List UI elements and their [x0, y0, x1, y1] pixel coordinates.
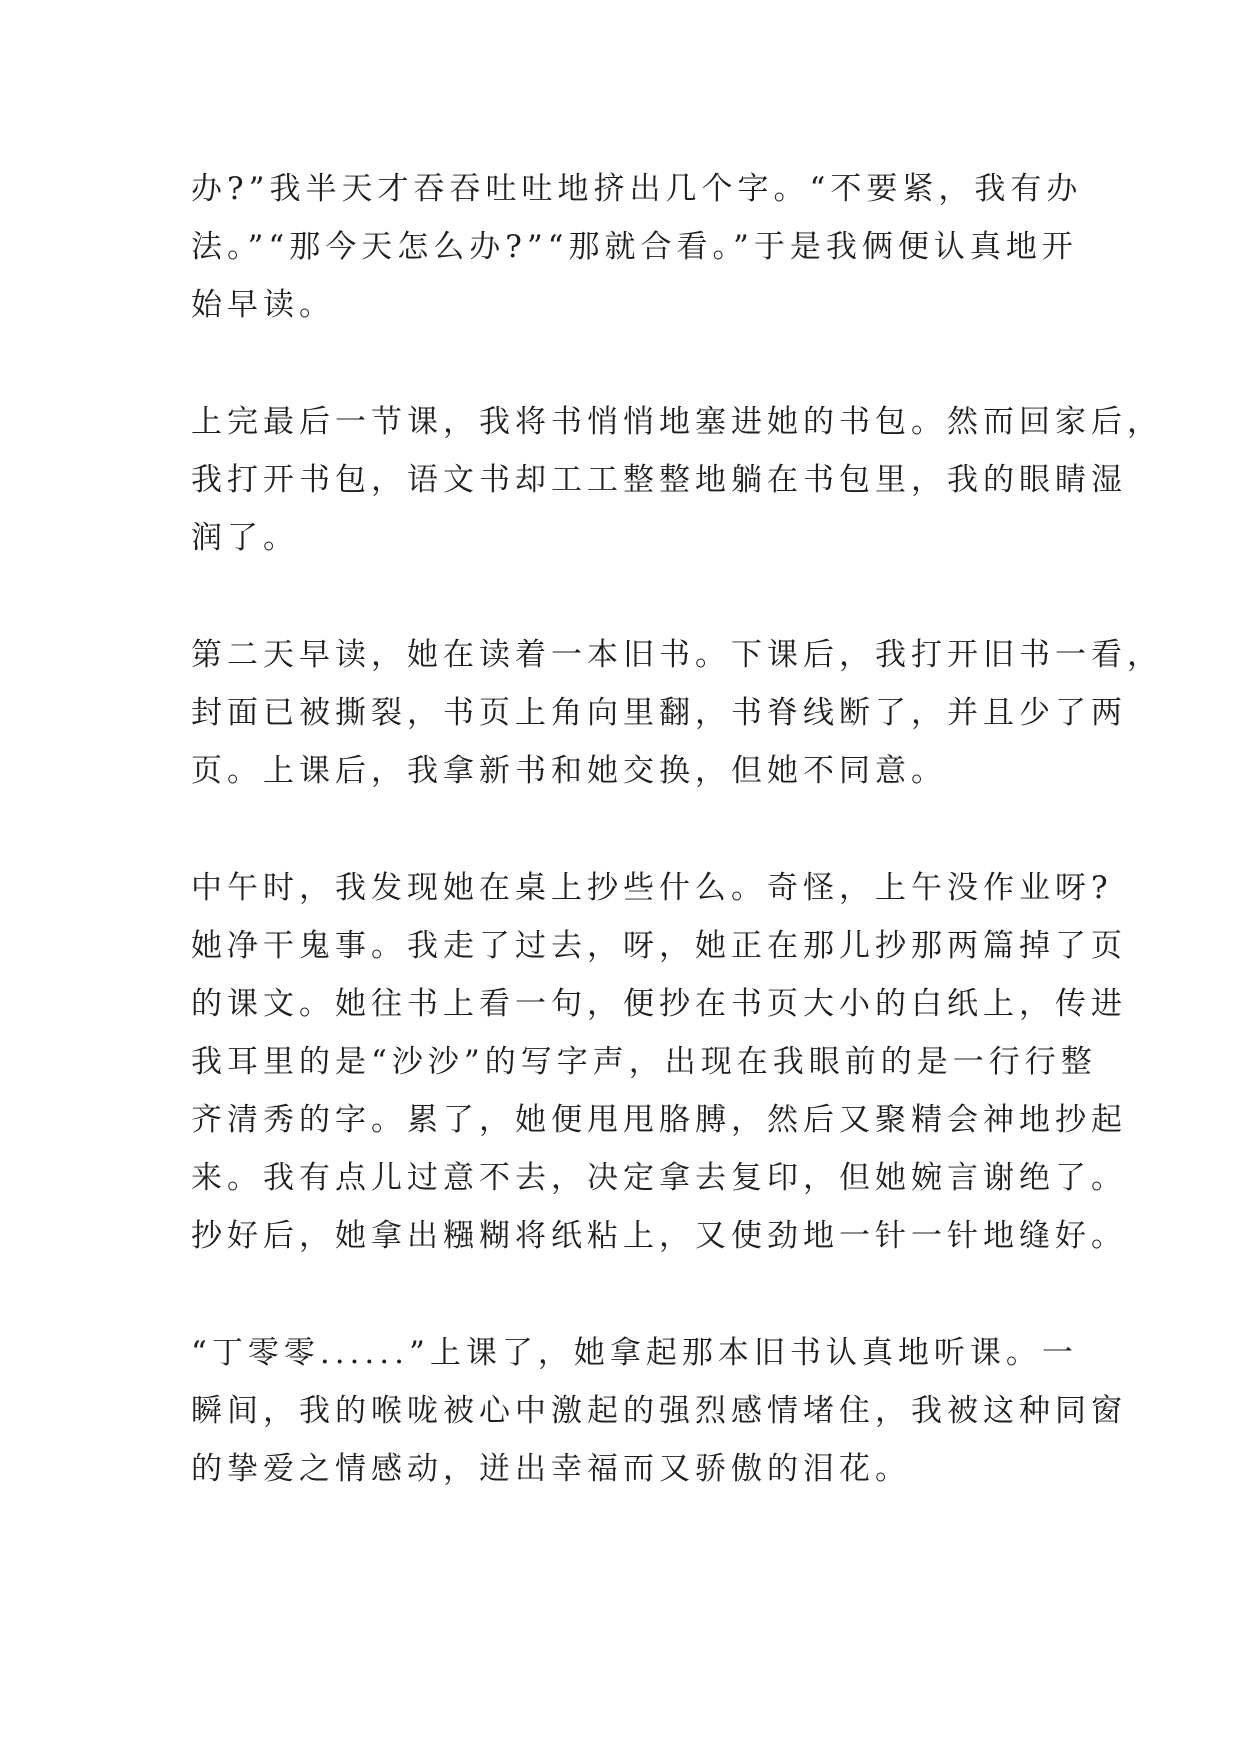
text-line: 中午时，我发现她在桌上抄些什么。奇怪，上午没作业呀?	[191, 870, 1113, 906]
text-line: 页。上课后，我拿新书和她交换，但她不同意。	[191, 753, 947, 789]
paragraph-3	[191, 626, 1163, 800]
document-body	[191, 160, 1163, 1557]
text-line: 抄好后，她拿出糨糊将纸粘上，又使劲地一针一针地缝好。	[191, 1218, 1127, 1254]
paragraph-5	[191, 1324, 1127, 1498]
paragraph-2	[191, 393, 1163, 567]
text-line: 上完最后一节课，我将书悄悄地塞进她的书包。然而回家后，	[191, 404, 1163, 440]
paragraph-4	[191, 859, 1127, 1265]
text-line: 我打开书包，语文书却工工整整地躺在书包里，我的眼睛湿	[191, 462, 1127, 498]
text-line: 封面已被撕裂，书页上角向里翻，书脊线断了，并且少了两	[191, 695, 1127, 731]
text-line: 始早读。	[191, 287, 335, 323]
text-line: 第二天早读，她在读着一本旧书。下课后，我打开旧书一看，	[191, 637, 1163, 673]
text-line: “丁零零......”上课了，她拿起那本旧书认真地听课。一	[191, 1335, 1078, 1371]
text-line: 的课文。她往书上看一句，便抄在书页大小的白纸上，传进	[191, 986, 1127, 1022]
text-line: 瞬间，我的喉咙被心中激起的强烈感情堵住，我被这种同窗	[191, 1393, 1127, 1429]
text-line: 的挚爱之情感动，迸出幸福而又骄傲的泪花。	[191, 1451, 911, 1487]
text-line: 来。我有点儿过意不去，决定拿去复印，但她婉言谢绝了。	[191, 1160, 1127, 1196]
text-line: 办?”我半天才吞吞吐吐地挤出几个字。“不要紧，我有办	[191, 171, 1083, 207]
text-line: 她净干鬼事。我走了过去，呀，她正在那儿抄那两篇掉了页	[191, 928, 1127, 964]
paragraph-1	[191, 160, 1083, 334]
text-line: 法。”“那今天怎么办?”“那就合看。”于是我俩便认真地开	[191, 229, 1078, 265]
text-line: 齐清秀的字。累了，她便甩甩胳膊，然后又聚精会神地抄起	[191, 1102, 1127, 1138]
text-line: 润了。	[191, 520, 299, 556]
text-line: 我耳里的是“沙沙”的写字声，出现在我眼前的是一行行整	[191, 1044, 1097, 1080]
